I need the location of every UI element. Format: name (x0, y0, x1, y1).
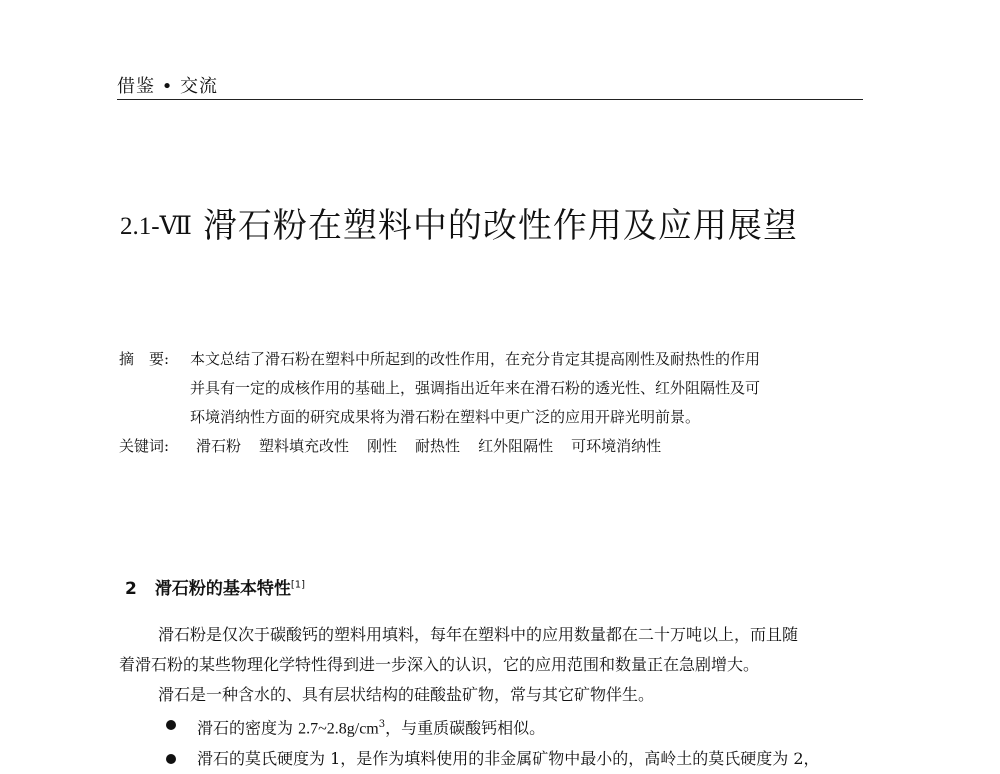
abstract-line: 环境消纳性方面的研究成果将为滑石粉在塑料中更广泛的应用开辟光明前景。 (190, 408, 701, 426)
list-item (119, 710, 879, 744)
abstract-label: 摘 要: (119, 350, 170, 368)
header-divider (117, 99, 863, 100)
body-text (119, 620, 879, 774)
abstract-line: 并具有一定的成核作用的基础上，强调指出近年来在滑石粉的透光性、红外阻隔性及可 (190, 379, 761, 397)
bullet-text: ，与重质碳酸钙相似。 (385, 718, 546, 738)
list-item (119, 744, 879, 774)
abstract-text: 本文总结了滑石粉在塑料中所起到的改性作用，在充分肯定其提高刚性及耐热性的作用 (190, 350, 761, 368)
keywords-label: 关键词: (119, 437, 170, 455)
section-title: 滑石粉的基本特性 (154, 579, 291, 599)
density-value: 2.7~2.8g/cm (298, 720, 379, 738)
running-header: 借鉴 • 交流 (117, 76, 219, 97)
abstract-block (119, 345, 879, 461)
bullet-text: 滑石的密度为 (197, 718, 299, 738)
reference-marker: [1] (290, 579, 306, 591)
section-number: 2 (125, 579, 137, 599)
section-heading (125, 574, 305, 599)
keyword: 塑料填充改性 (259, 437, 350, 455)
abstract-line (119, 345, 879, 374)
keyword: 红外阻隔性 (478, 437, 554, 455)
superscript: 3 (378, 719, 386, 730)
keyword: 耐热性 (415, 437, 461, 455)
bullet-text: 滑石的莫氏硬度为 1，是作为填料使用的非金属矿物中最小的，高岭土的莫氏硬度为 2， (197, 749, 820, 769)
paragraph-line: 滑石粉是仅次于碳酸钙的塑料用填料，每年在塑料中的应用数量都在二十万吨以上，而且随 (158, 625, 799, 644)
paragraph-line: 滑石是一种含水的、具有层状结构的硅酸盐矿物，常与其它矿物伴生。 (158, 685, 655, 704)
keyword: 刚性 (367, 437, 398, 455)
bullet-icon (166, 720, 176, 730)
keywords-line (119, 432, 879, 461)
title-number: 2.1-Ⅶ (120, 213, 192, 240)
keyword: 滑石粉 (196, 437, 242, 455)
keyword: 可环境消纳性 (571, 437, 662, 455)
article-title (120, 198, 798, 247)
title-text: 滑石粉在塑料中的改性作用及应用展望 (202, 206, 798, 246)
bullet-icon (166, 754, 176, 764)
paragraph-line: 着滑石粉的某些物理化学特性得到进一步深入的认识，它的应用范围和数量正在急剧增大。 (119, 655, 760, 674)
